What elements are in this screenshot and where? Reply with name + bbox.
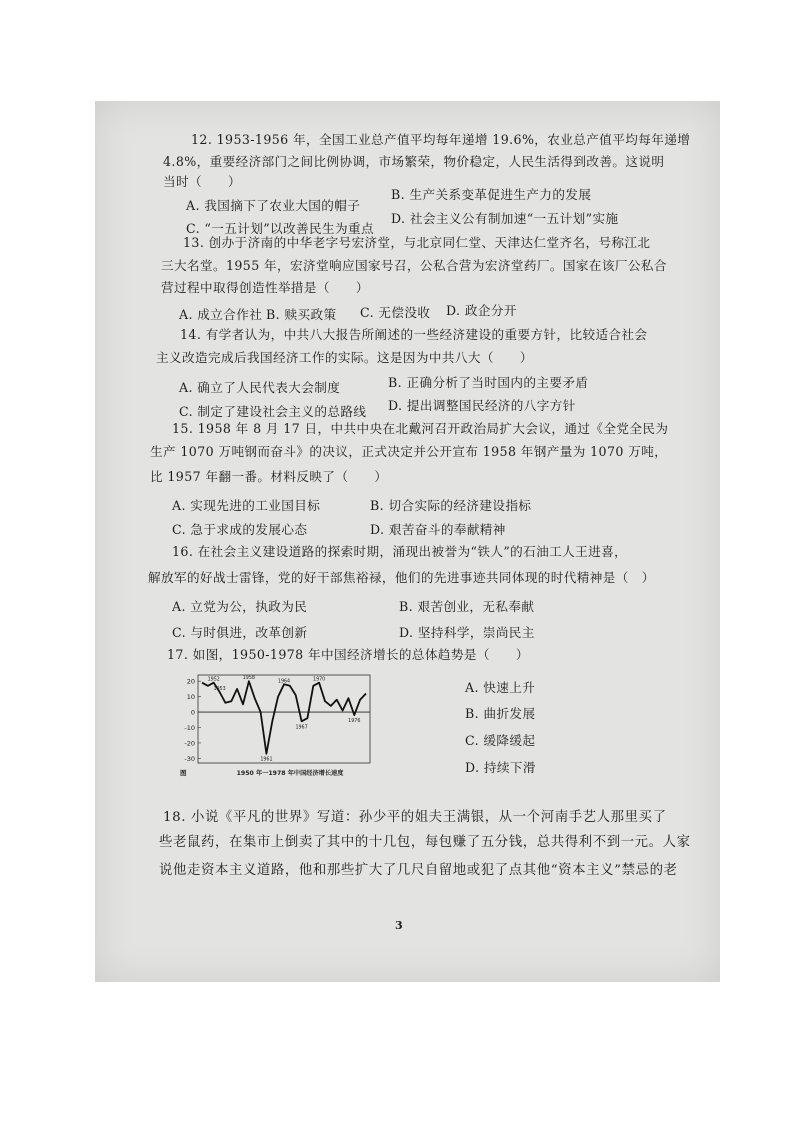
q17-option-b: B. 曲折发展 [465,706,536,721]
q16-option-c: C. 与时俱进，改革创新 [172,625,308,640]
q14-option-c: C. 制定了建设社会主义的总路线 [179,404,367,419]
q12-line-1: 12. 1953-1956 年，全国工业总产值平均每年递增 19.6%，农业总产值平均每年递增 [191,132,691,147]
q16-line-2: 解放军的好战士雷锋，党的好干部焦裕禄，他们的先进事迹共同体现的时代精神是（ ） [148,570,655,585]
chart-title: 1950 年一1978 年中国经济增长速度 [236,770,344,777]
q12-option-a: A. 我国摘下了农业大国的帽子 [186,198,361,213]
q17-line-1: 17. 如图，1950-1978 年中国经济增长的总体趋势是（ ） [167,647,529,662]
q17-option-d: D. 持续下滑 [465,760,536,775]
q12-option-b: B. 生产关系变革促进生产力的发展 [391,187,592,202]
chart-figure-prefix: 图 [180,769,187,777]
chart-plot [180,675,370,777]
q14-line-2: 主义改造完成后我国经济工作的实际。这是因为中共八大（ ） [156,350,533,365]
q14-option-b: B. 正确分析了当时国内的主要矛盾 [388,375,589,390]
q15-option-c: C. 急于求成的发展心态 [172,522,308,537]
q13-option-b: B. 赎买政策 [266,307,337,322]
point-label: 1964 [277,679,291,685]
growth-rate-chart [174,671,374,779]
point-label: 1952 [207,677,220,683]
q15-line-1: 15. 1958 年 8 月 17 日，中共中央在北戴河召开政治局扩大会议，通过《全党全民为 [172,421,669,436]
page-number: 3 [395,919,403,932]
q13-line-1: 13. 创办于济南的中华老字号宏济堂，与北京同仁堂、天津达仁堂齐名，号称江北 [183,235,651,250]
q13-line-3: 营过程中取得创造性举措是（ ） [161,280,369,295]
q12-option-d: D. 社会主义公有制加速“一五计划”实施 [391,211,619,226]
point-label: 1958 [242,676,255,682]
y-tick-label: 20 [186,677,195,686]
point-label: 1976 [348,719,361,725]
exam-page [95,101,720,982]
q13-option-c: C. 无偿没收 [360,305,431,320]
y-tick-label: -20 [184,739,195,748]
q16-option-a: A. 立党为公，执政为民 [172,599,308,614]
point-label: 1953 [213,686,226,692]
point-label: 1967 [295,725,308,731]
q17-option-a: A. 快速上升 [465,680,536,695]
q16-option-b: B. 艰苦创业，无私奉献 [399,599,535,614]
q15-option-d: D. 艰苦奋斗的奉献精神 [370,522,506,537]
q15-line-2: 生产 1070 万吨钢而奋斗》的决议，正式决定并公开宣布 1958 年钢产量为 1070 万吨， [150,444,668,459]
q14-option-d: D. 提出调整国民经济的八字方针 [388,398,576,413]
growth-series-line [202,681,366,754]
q16-line-1: 16. 在社会主义建设道路的探索时期，涌现出被誉为“铁人”的石油工人王进喜， [172,544,628,559]
y-tick-label: 10 [186,693,195,702]
q15-line-3: 比 1957 年翻一番。材料反映了（ ） [150,469,388,484]
q15-option-a: A. 实现先进的工业国目标 [172,498,321,513]
q16-option-d: D. 坚持科学，崇尚民主 [399,625,535,640]
q14-option-a: A. 确立了人民代表大会制度 [179,380,341,395]
y-tick-label: 0 [190,708,195,717]
q12-line-3: 当时（ ） [163,174,241,189]
y-tick-label: -10 [184,723,195,732]
q12-line-2: 4.8%，重要经济部门之间比例协调，市场繁荣，物价稳定，人民生活得到改善。这说明 [163,154,665,169]
q18-line-2: 些老鼠药，在集市上倒卖了其中的十几包，每包赚了五分钱，总共得利不到一元。人家 [159,835,691,850]
q13-line-2: 三大名堂。1955 年，宏济堂响应国家号召，公私合营为宏济堂药厂。国家在该厂公私合 [161,258,667,273]
point-label: 1961 [260,757,273,763]
q13-option-a: A. 成立合作社 [179,307,263,322]
q18-line-1: 18. 小说《平凡的世界》写道：孙少平的姐夫王满银，从一个河南手艺人那里买了 [163,810,667,825]
q14-line-1: 14. 有学者认为，中共八大报告所阐述的一些经济建设的重要方针，比较适合社会 [180,327,648,342]
q18-line-3: 说他走资本主义道路，他和那些扩大了几尺自留地或犯了点其他“资本主义”禁忌的老 [159,863,678,878]
q13-option-d: D. 政企分开 [446,303,517,318]
y-tick-label: -30 [184,754,195,763]
q15-option-b: B. 切合实际的经济建设指标 [370,498,532,513]
q12-option-c: C. “一五计划”以改善民生为重点 [186,221,374,236]
point-label: 1970 [313,677,326,683]
q17-option-c: C. 缓降缓起 [465,733,536,748]
